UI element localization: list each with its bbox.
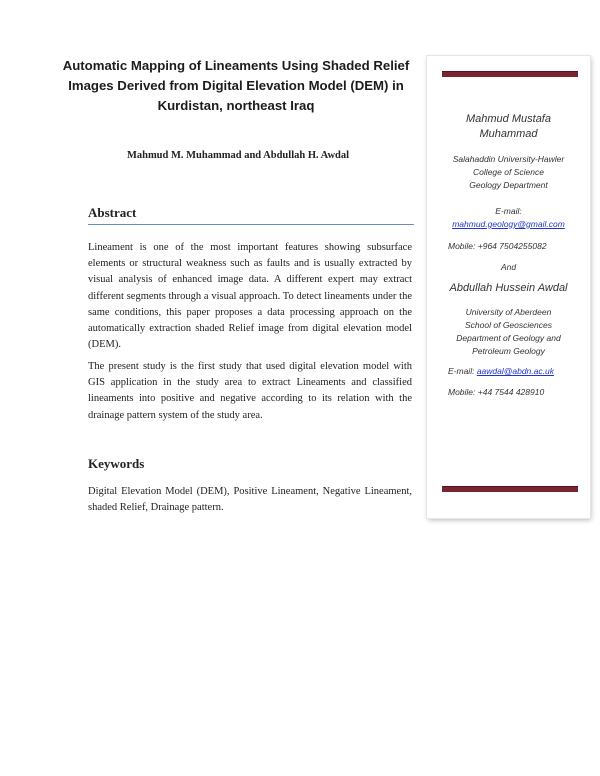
author2-affiliation-line-2: School of Geosciences (465, 320, 552, 330)
author2-email-label: E-mail: (448, 366, 477, 376)
author2-email-block (448, 365, 588, 378)
title-line-1: Automatic Mapping of Lineaments Using Shaded Relief (62, 58, 410, 73)
title-line-3: Kurdistan, northeast Iraq (157, 98, 315, 113)
author2-email-link[interactable]: aawdal@abdn.ac.uk (476, 366, 554, 376)
author1-email-label: E-mail: (495, 206, 522, 216)
author1-affiliation-line-3: Geology Department (469, 180, 548, 190)
author1-affiliation-line-1: Salahaddin University-Hawler (452, 154, 565, 164)
author-info-sidebar (427, 56, 590, 518)
author-line: Mahmud M. Muhammad and Abdullah H. Awdal (126, 150, 350, 161)
author2-affiliation (427, 306, 590, 358)
author1-email-block (427, 205, 590, 231)
author1-email-link[interactable]: mahmud.geology@gmail.com (452, 219, 565, 229)
title-line-2: Images Derived from Digital Elevation Model (DEM) in (68, 78, 404, 93)
author2-mobile: Mobile: +44 7544 428910 (448, 387, 545, 397)
abstract-paragraph-2: The present study is the first study that used digital elevation model with GIS application in the study area to extract Lineaments and classified lineaments into positive and negative according to its relation with the drainage pattern system of the study area. (88, 361, 412, 421)
abstract-divider (88, 224, 414, 225)
author2-affiliation-line-1: University of Aberdeen (465, 307, 552, 317)
author1-affiliation (427, 153, 590, 192)
author1-affiliation-line-2: College of Science (473, 167, 544, 177)
sidebar-bottom-bar (442, 486, 578, 492)
author1-mobile: Mobile: +964 7504255082 (448, 241, 547, 251)
author2-affiliation-line-3: Department of Geology and (456, 333, 561, 343)
author2-name: Abdullah Hussein Awdal (449, 282, 568, 294)
author1-name-line-2: Muhammad (479, 128, 538, 140)
and-separator: And (500, 262, 517, 272)
keywords-heading: Keywords (88, 456, 145, 471)
author2-affiliation-line-4: Petroleum Geology (472, 346, 545, 356)
keywords-text: Digital Elevation Model (DEM), Positive Lineament, Negative Lineament, shaded Relief, Drainage pattern. (88, 486, 412, 514)
sidebar-top-bar (442, 71, 578, 77)
author1-name-line-1: Mahmud Mustafa (466, 113, 551, 125)
abstract-heading: Abstract (88, 205, 137, 220)
abstract-paragraph-1: Lineament is one of the most important features showing subsurface elements or structural weakness such as faults and is usually extracted by visual analysis of enhanced image data. A different expert may extract different segments through a visual approach. To detect lineaments under the same conditions, this paper proposes a data processing approach on the automatically extraction shaded Relief image from digital elevation model (DEM). (88, 242, 412, 351)
paper-title (48, 56, 424, 116)
author1-name (427, 112, 590, 142)
